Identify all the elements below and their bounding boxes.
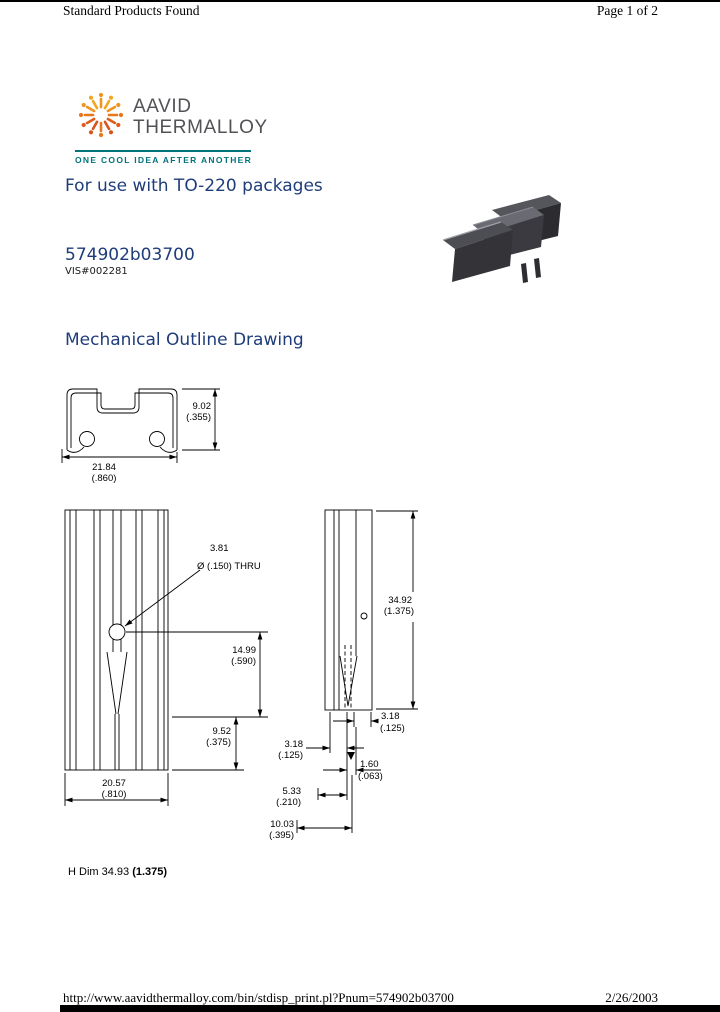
dim-label-top-width-in: (.860) bbox=[91, 473, 117, 484]
h-dim-note bbox=[68, 866, 167, 878]
top-view-clip bbox=[67, 389, 177, 452]
mechanical-outline-drawing bbox=[50, 378, 470, 848]
heatsink-illustration bbox=[443, 195, 561, 283]
bottom-page-rule bbox=[60, 1005, 720, 1012]
logo-wordmark bbox=[133, 96, 268, 138]
dim-label-top-height-in: (.355) bbox=[186, 412, 211, 423]
dim-label-height-mm: 34.92 bbox=[388, 595, 412, 606]
logo-tagline: ONE COOL IDEA AFTER ANOTHER bbox=[75, 155, 253, 165]
dim-label-hole-mm: 3.81 bbox=[210, 543, 229, 554]
dim-label-top-height-mm: 9.02 bbox=[192, 401, 211, 412]
print-header-title: Standard Products Found bbox=[63, 3, 200, 18]
dim-label-lower-mm: 9.52 bbox=[212, 726, 231, 737]
dim-label-lower-in: (.375) bbox=[206, 737, 231, 748]
dim-label-height-in: (1.375) bbox=[383, 606, 414, 617]
logo-name-line1: AAVID bbox=[133, 96, 192, 117]
h-dim-note-text: H Dim 34.93 bbox=[68, 866, 130, 878]
print-header-page-number: Page 1 of 2 bbox=[596, 3, 658, 18]
dim-label-top-width-mm: 21.84 bbox=[92, 462, 116, 473]
dim-label-small-in: (.063) bbox=[358, 771, 383, 782]
dim-label-mid-mm: 14.99 bbox=[232, 645, 256, 656]
side-hole bbox=[361, 613, 367, 619]
dim-label-span-mm: 10.03 bbox=[270, 819, 294, 830]
dim-label-hole-in: Ø (.150) THRU bbox=[197, 561, 261, 572]
dim-label-tab-left-in: (.125) bbox=[278, 750, 303, 761]
front-view bbox=[65, 510, 168, 770]
dim-label-front-width-mm: 20.57 bbox=[102, 778, 126, 789]
dim-label-tab-right-mm: 3.18 bbox=[381, 711, 400, 722]
dim-label-tab-left-mm: 3.18 bbox=[284, 739, 303, 750]
print-footer-url: http://www.aavidthermalloy.com/bin/stdisp_print.pl?Pnum=574902b03700 bbox=[63, 990, 454, 1005]
dim-label-foot-in: (.210) bbox=[276, 797, 301, 808]
section-heading: Mechanical Outline Drawing bbox=[65, 330, 304, 350]
h-dim-note-value: (1.375) bbox=[132, 866, 168, 878]
dim-label-tab-right-in: (.125) bbox=[380, 723, 405, 734]
dim-foot-span bbox=[297, 775, 352, 833]
logo-divider-rule bbox=[75, 150, 251, 152]
print-footer-date: 2/26/2003 bbox=[605, 990, 658, 1005]
part-number: 574902b03700 bbox=[65, 245, 195, 265]
dim-label-mid-in: (.590) bbox=[231, 656, 256, 667]
logo-name-line2: THERMALLOY bbox=[133, 117, 268, 138]
dim-label-small-mm: 1.60 bbox=[360, 759, 379, 770]
dim-label-front-width-in: (.810) bbox=[101, 789, 127, 800]
aavid-starburst-logo-icon bbox=[74, 86, 128, 146]
mounting-hole bbox=[109, 624, 125, 640]
product-photo bbox=[437, 192, 572, 307]
usage-heading: For use with TO-220 packages bbox=[65, 176, 323, 196]
dim-tab-right bbox=[333, 712, 378, 727]
top-page-rule bbox=[0, 0, 720, 2]
dim-label-foot-mm: 5.33 bbox=[282, 786, 301, 797]
dim-tab-left bbox=[306, 712, 364, 800]
vis-number: VIS#002281 bbox=[65, 266, 128, 277]
dim-foot-offset bbox=[318, 788, 347, 800]
dim-label-span-in: (.395) bbox=[269, 830, 294, 841]
side-view bbox=[325, 510, 372, 710]
